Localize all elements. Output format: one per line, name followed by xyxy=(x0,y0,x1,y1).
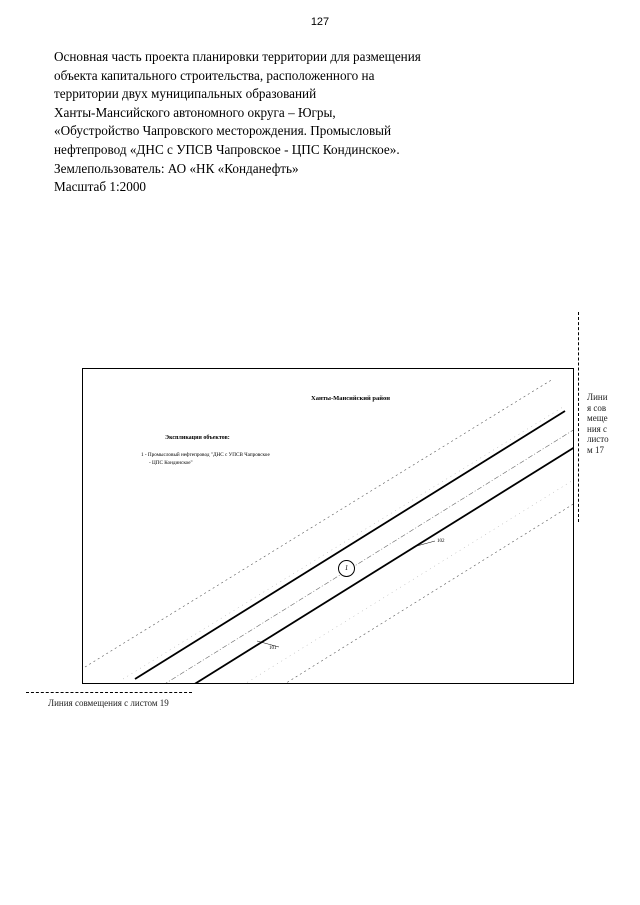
dotted-boundary-upper xyxy=(123,407,563,679)
title-line-3: территории двух муниципальных образований xyxy=(54,86,317,102)
map-drawing xyxy=(83,369,574,684)
title-line-5: «Обустройство Чапровского месторождения. Промысловый xyxy=(54,123,392,139)
legend-item-line-2: - ЦПС Кондинское" xyxy=(149,460,193,466)
title-line-7: Землепользователь: АО «НК «Конданефть» xyxy=(54,160,299,176)
legend-item-line-1: 1 - Промысловый нефтепровод "ДНС с УПСВ Чапровское xyxy=(141,452,270,458)
title-block xyxy=(54,48,421,197)
side-match-label: Линия совмещения с листом 17 xyxy=(587,392,609,455)
legend-item xyxy=(141,451,270,467)
dashed-boundary-lower xyxy=(283,503,574,684)
title-line-1: Основная часть проекта планировки территории для размещения xyxy=(54,49,421,64)
bottom-match-label: Линия совмещения с листом 19 xyxy=(48,698,169,708)
page-number: 127 xyxy=(310,16,330,28)
side-match-line xyxy=(578,312,579,522)
title-line-4: Ханты-Мансийского автономного округа – Югры, xyxy=(54,104,336,120)
legend-heading: Экспликация объектов: xyxy=(165,435,230,441)
corridor-edge-lower xyxy=(193,447,574,684)
bottom-match-line xyxy=(26,692,192,693)
pipeline-center-line xyxy=(163,429,574,684)
district-label: Ханты-Мансийский район xyxy=(311,395,390,402)
scale-line: Масштаб 1:2000 xyxy=(54,179,147,195)
title-line-6: нефтепровод «ДНС с УПСВ Чапровское - ЦПС Кондинское». xyxy=(54,141,400,157)
dashed-boundary-upper xyxy=(85,379,553,667)
label-101: 101 xyxy=(269,646,277,651)
label-102: 102 xyxy=(437,539,445,544)
map-frame xyxy=(82,368,574,684)
object-number-marker: 1 xyxy=(338,560,355,577)
title-line-2: объекта капитального строительства, расположенного на xyxy=(54,67,375,83)
